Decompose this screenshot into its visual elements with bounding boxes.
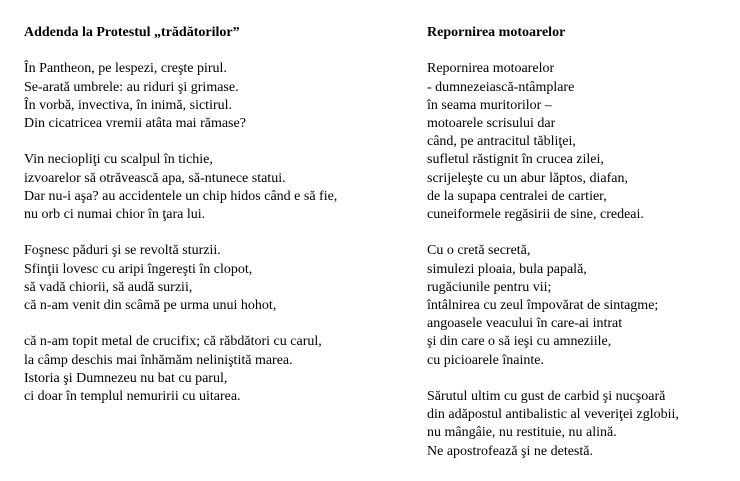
poem-line: nu orb ci numai chior în ţara lui.	[24, 207, 206, 222]
poem-line: Din cicatricea vremii atâta mai rămase?	[24, 116, 246, 131]
poem-line: în seama muritorilor –	[427, 97, 552, 113]
poem-line: Dar nu-i aşa? au accidentele un chip hidos când e să fie,	[24, 188, 338, 204]
poem-line: întâlnirea cu zeul împovărat de sintagme;	[427, 298, 659, 314]
poem-line: cuneiformele regăsirii de sine, credeai.	[427, 207, 644, 223]
poem-line: cu picioarele înainte.	[427, 352, 544, 368]
poem-line: Ne apostrofează şi ne detestă.	[427, 443, 593, 459]
poem-line: că n-am topit metal de crucifix; că răbdători cu carul,	[24, 334, 322, 350]
right-poem-stanza-1	[427, 60, 737, 224]
poem-line: În vorbă, invectiva, în inimă, sictirul.	[24, 97, 233, 113]
poem-line: - dumnezeiască-ntâmplare	[427, 79, 575, 95]
poem-line: Vin neciopliţi cu scalpul în tichie,	[24, 152, 213, 168]
poem-line: să vadă chiorii, să audă surzii,	[24, 279, 193, 295]
left-poem-stanza-1	[24, 60, 404, 133]
poem-line: Repornirea motoarelor	[427, 61, 555, 77]
poem-line: şi din care o să ieşi cu amneziile,	[427, 334, 612, 350]
poem-line: scrijeleşte cu un abur lăptos, diafan,	[427, 170, 628, 186]
right-poem-stanza-3	[427, 388, 737, 461]
left-poem-stanza-3	[24, 242, 404, 315]
poem-line: nu mângâie, nu restituie, nu alină.	[427, 425, 617, 441]
poem-line: Cu o cretă secretă,	[427, 243, 531, 259]
poem-line: din adăpostul antibalistic al veveriţei zglobii,	[427, 407, 679, 423]
poem-line: că n-am venit din scâmă pe urma unui hohot,	[24, 298, 277, 313]
poem-line: Istoria şi Dumnezeu nu bat cu parul,	[24, 370, 228, 386]
left-poem	[24, 24, 404, 424]
poem-line: Foşnesc păduri şi se revoltă sturzii.	[24, 243, 221, 259]
poem-line: izvoarelor să otrăvească apa, să-ntunece statui.	[24, 170, 286, 186]
left-poem-stanza-4	[24, 333, 404, 406]
poem-line: de la supapa centralei de cartier,	[427, 188, 607, 204]
right-poem-stanza-2	[427, 242, 737, 369]
poem-line: Sărutul ultim cu gust de carbid şi nucşoară	[427, 389, 666, 405]
right-poem-title: Repornirea motoarelor	[427, 25, 566, 40]
poem-line: În Pantheon, pe lespezi, creşte pirul.	[24, 61, 227, 77]
poem-line: motoarele scrisului dar	[427, 116, 556, 131]
left-poem-title: Addenda la Protestul „trădătorilor”	[24, 25, 240, 40]
poem-line: angoasele veacului în care-ai intrat	[427, 316, 623, 332]
poem-line: sufletul răstignit în crucea zilei,	[427, 152, 604, 168]
poem-line: Sfinţii lovesc cu aripi îngereşti în clopot,	[24, 261, 253, 277]
poem-line: Se-arată umbrele: au riduri şi grimase.	[24, 79, 239, 95]
poem-line: la câmp deschis mai înhămăm neliniştită marea.	[24, 352, 293, 368]
poem-line: ci doar în templul nemuririi cu uitarea.	[24, 389, 241, 404]
left-poem-stanza-2	[24, 151, 404, 224]
right-poem	[427, 24, 737, 479]
poem-line: rugăciunile pentru vii;	[427, 279, 552, 295]
poem-line: simulezi ploaia, bula papală,	[427, 261, 587, 277]
poem-line: când, pe antracitul tăbliţei,	[427, 134, 576, 150]
